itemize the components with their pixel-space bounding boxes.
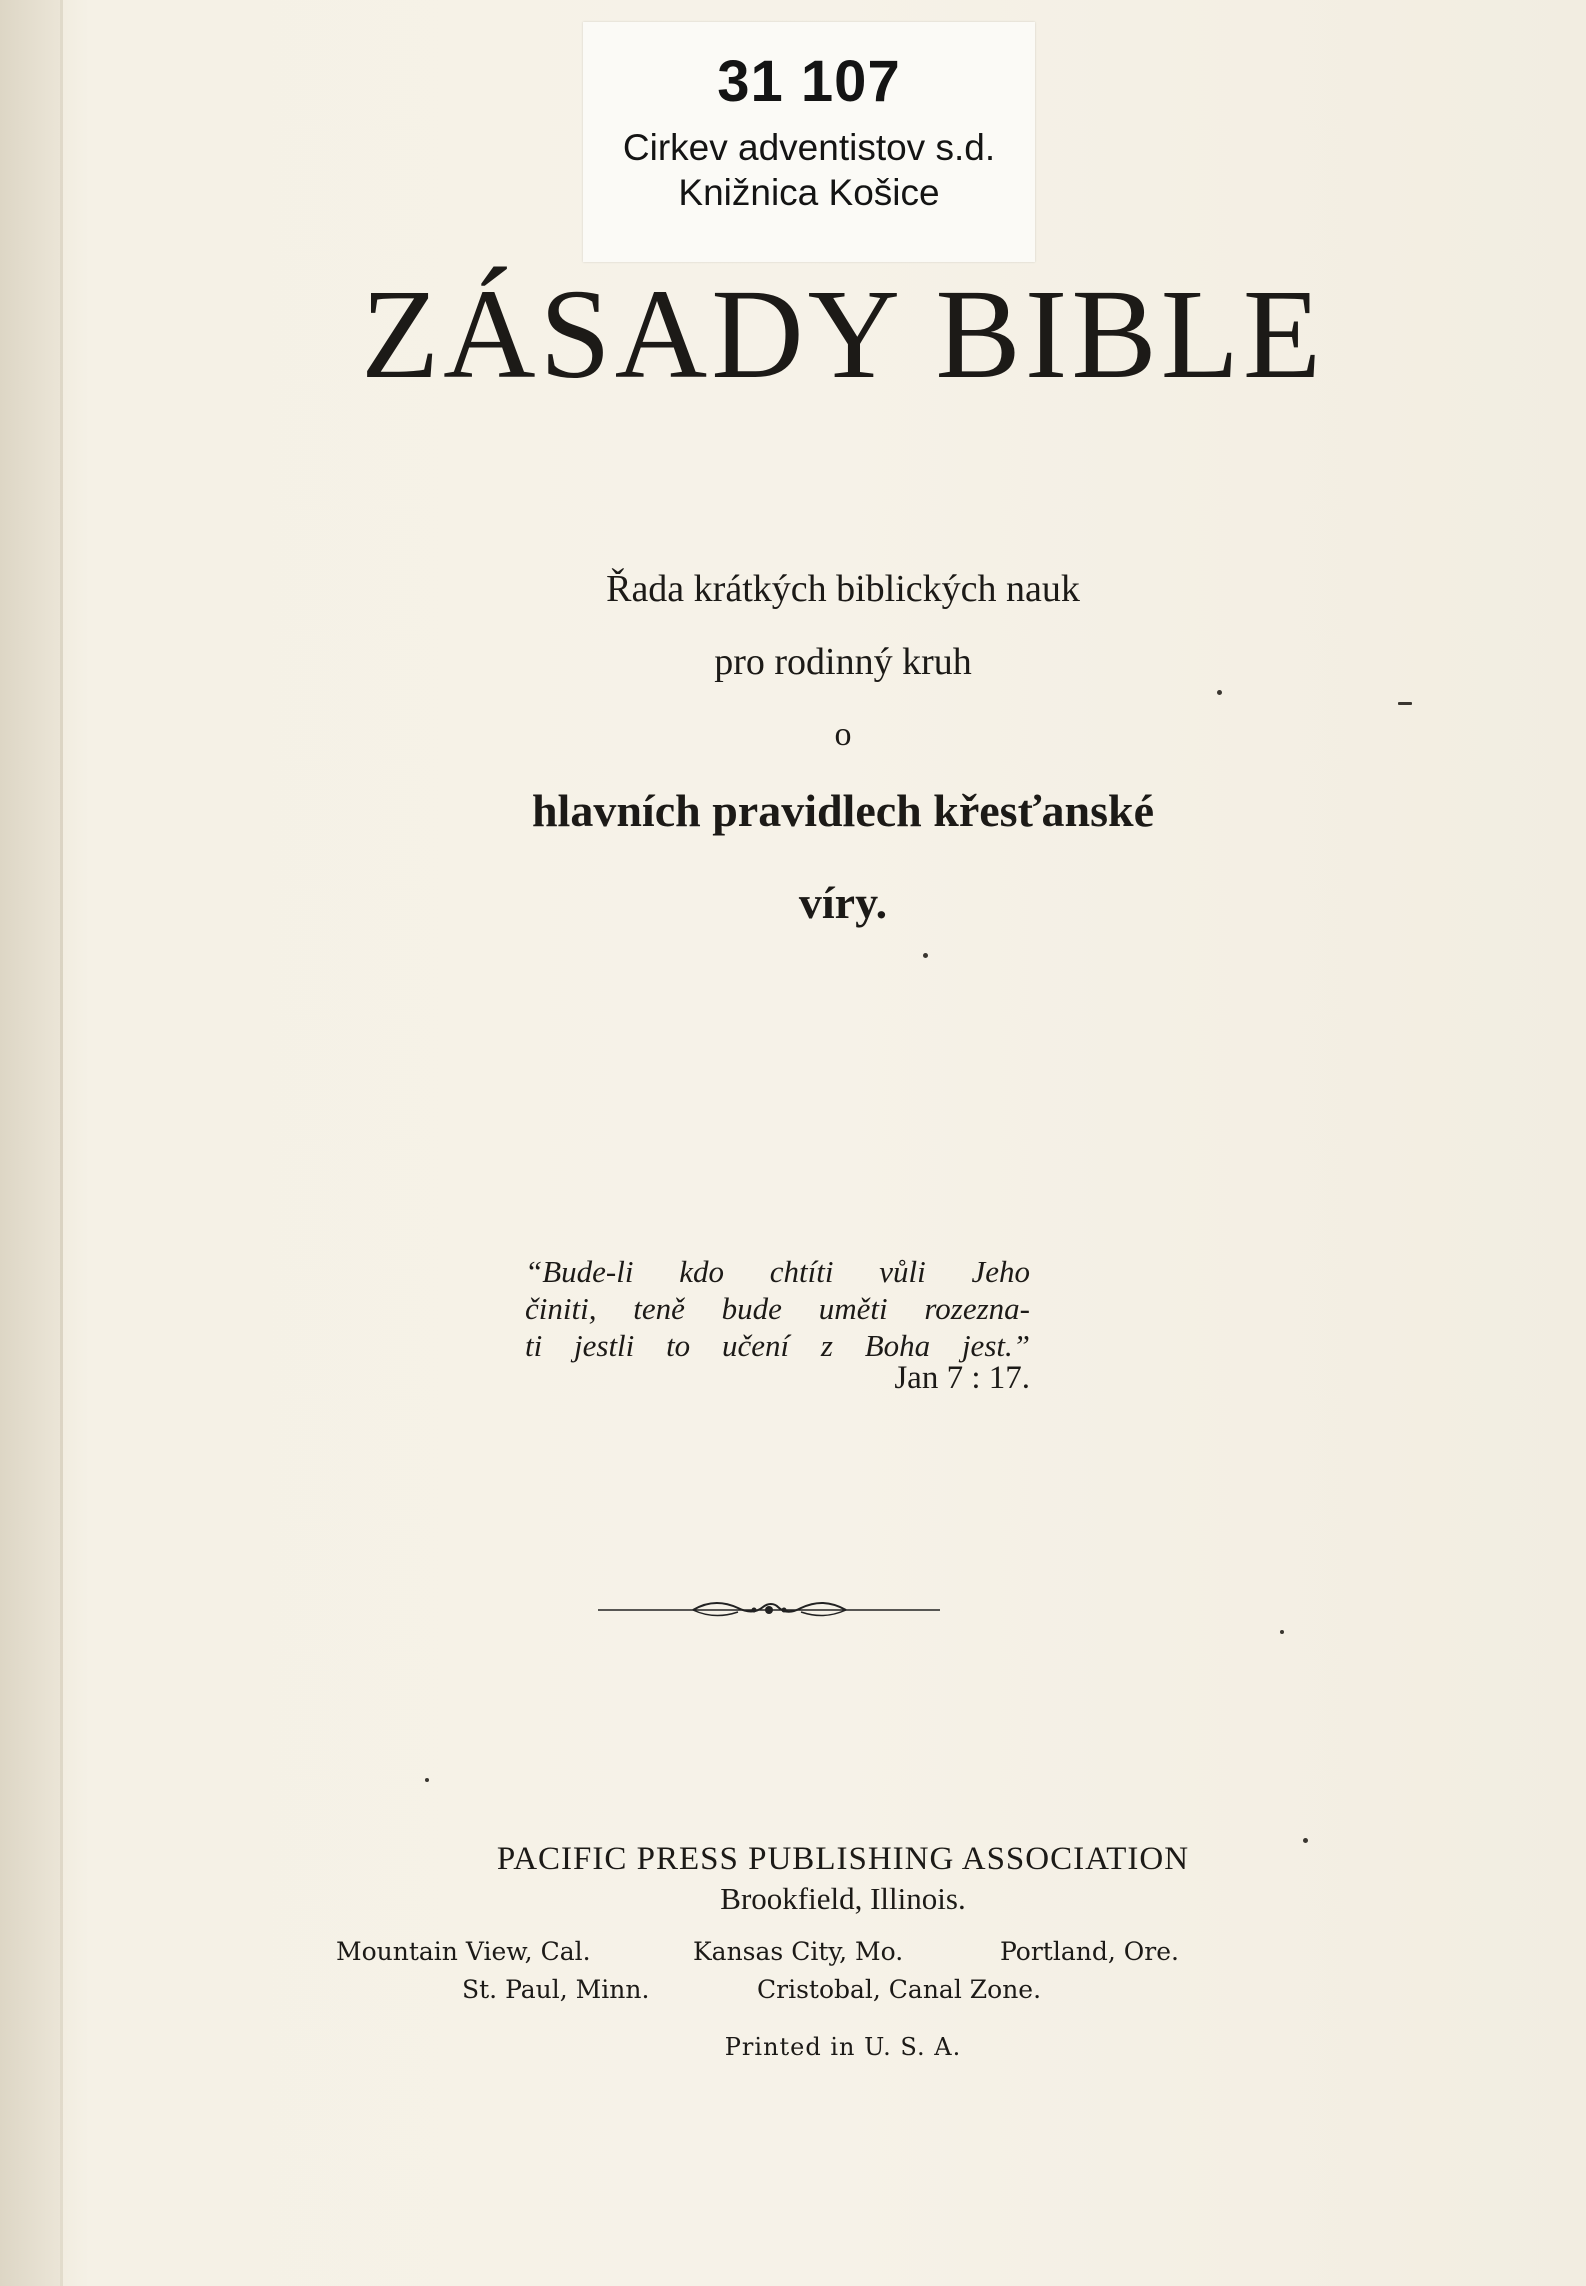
stamp-library: Knižnica Košice — [678, 172, 940, 213]
subtitle-line-1: Řada krátkých biblických nauk — [606, 568, 1080, 610]
quote-line: ti jestli to učení z Boha jest.” — [525, 1328, 1030, 1363]
paper-speck — [425, 1778, 429, 1782]
branch-location: Cristobal, Canal Zone. — [757, 1975, 1042, 2004]
publisher-city: Brookfield, Illinois. — [720, 1881, 966, 1916]
branch-location: St. Paul, Minn. — [462, 1975, 650, 2004]
branch-location: Mountain View, Cal. — [336, 1937, 591, 1966]
stamp-organization: Cirkev adventistov s.d. — [622, 127, 996, 168]
quote-reference: Jan 7 : 17. — [894, 1360, 1030, 1396]
subtitle-line-2: pro rodinný kruh — [714, 641, 972, 683]
epigraph-quote — [525, 1253, 1030, 1364]
quote-line: “Bude-li kdo chtíti vůli Jeho — [525, 1254, 1030, 1289]
book-title: ZÁSADY BIBLE — [360, 263, 1326, 405]
branch-location: Kansas City, Mo. — [693, 1937, 904, 1966]
branch-location: Portland, Ore. — [1000, 1937, 1179, 1966]
paper-speck — [1217, 690, 1222, 695]
library-stamp-label — [583, 22, 1035, 262]
printed-in: Printed in U. S. A. — [724, 2033, 962, 2061]
subtitle-line-3: o — [834, 716, 852, 753]
stamp-number: 31 107 — [717, 49, 901, 114]
paper-speck — [1303, 1838, 1308, 1843]
paper-speck — [1280, 1630, 1284, 1634]
quote-line: činiti, teně bude uměti rozezna- — [525, 1291, 1030, 1326]
paper-speck — [1398, 702, 1412, 705]
paper-speck — [923, 953, 928, 958]
heading-line-1: hlavních pravidlech křesťanské — [531, 785, 1155, 836]
heading-line-2: víry. — [798, 877, 888, 928]
publisher-name: PACIFIC PRESS PUBLISHING ASSOCIATION — [496, 1841, 1190, 1877]
ornament-divider — [598, 1595, 940, 1625]
